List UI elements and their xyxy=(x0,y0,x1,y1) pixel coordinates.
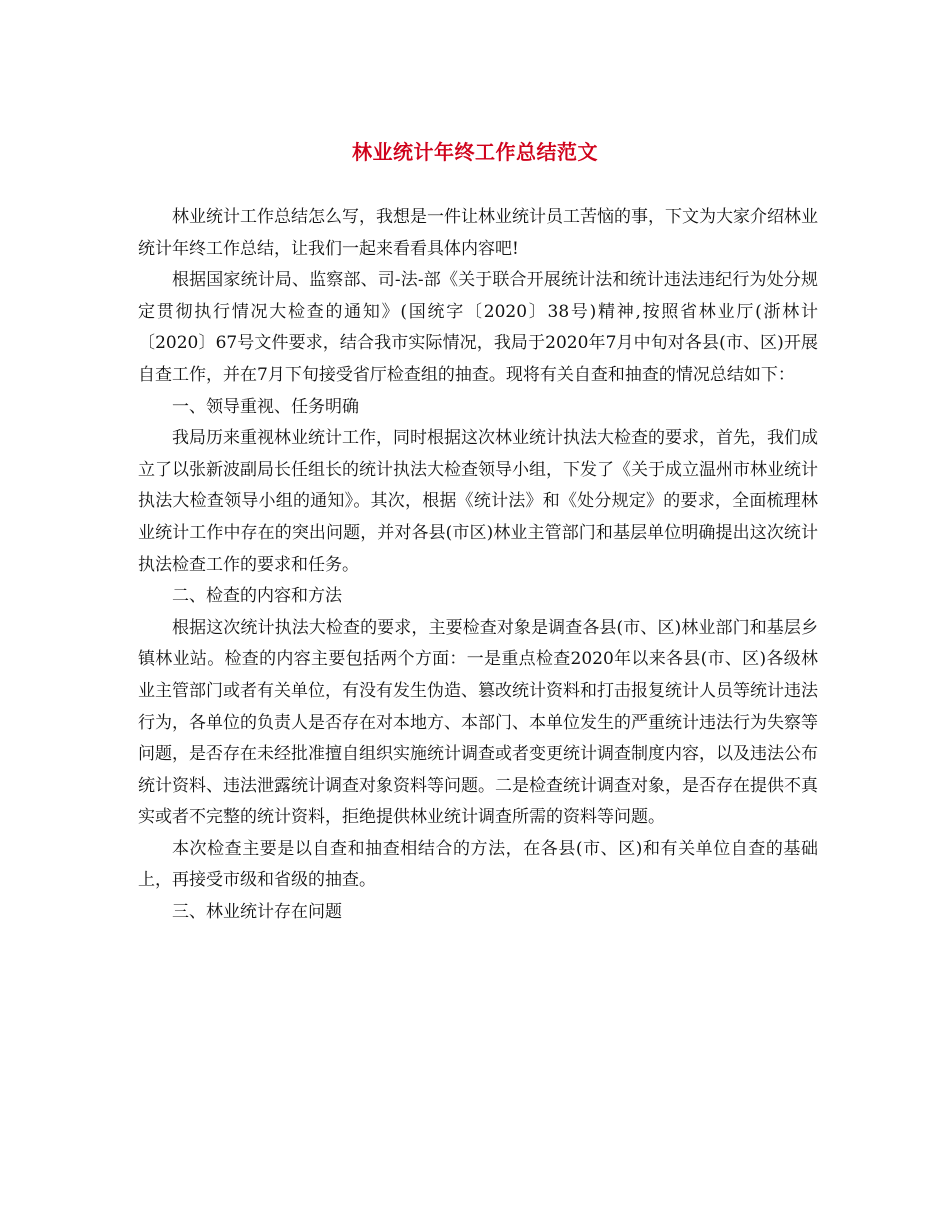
section-2-paragraph: 根据这次统计执法大检查的要求，主要检查对象是调查各县(市、区)林业部门和基层乡镇林业站。检查的内容主要包括两个方面：一是重点检查2020年以来各县(市、区)各级林业主管部门或者有关单位，有没有发生伪造、篡改统计资料和打击报复统计人员等统计违法行为，各单位的负责人是否存在对本地方、本部门、本单位发生的严重统计违法行为失察等问题，是否存在未经批准擅自组织实施统计调查或者变更统计调查制度内容，以及违法公布统计资料、违法泄露统计调查对象资料等问题。二是检查统计调查对象，是否存在提供不真实或者不完整的统计资料，拒绝提供林业统计调查所需的资料等问题。 xyxy=(138,617,818,828)
intro-paragraph: 林业统计工作总结怎么写，我想是一件让林业统计员工苦恼的事，下文为大家介绍林业统计年终工作总结，让我们一起来看看具体内容吧! xyxy=(138,207,818,259)
document-body xyxy=(138,202,818,929)
section-heading-3: 三、林业统计存在问题 xyxy=(172,902,342,923)
section-heading-2: 二、检查的内容和方法 xyxy=(172,586,342,607)
section-heading-1: 一、领导重视、任务明确 xyxy=(172,396,359,417)
document-title: 林业统计年终工作总结范文 xyxy=(352,140,598,164)
background-paragraph: 根据国家统计局、监察部、司-法-部《关于联合开展统计法和统计违法违纪行为处分规定贯彻执行情况大检查的通知》(国统字〔2020〕38号)精神,按照省林业厅(浙林计〔2020〕67号文件要求，结合我市实际情况，我局于2020年7月中旬对各县(市、区)开展自查工作，并在7月下旬接受省厅检查组的抽查。现将有关自查和抽查的情况总结如下： xyxy=(138,270,818,385)
section-1-paragraph: 我局历来重视林业统计工作，同时根据这次林业统计执法大检查的要求，首先，我们成立了以张新波副局长任组长的统计执法大检查领导小组，下发了《关于成立温州市林业统计执法大检查领导小组的通知》。其次，根据《统计法》和《处分规定》的要求，全面梳理林业统计工作中存在的突出问题，并对各县(市区)林业主管部门和基层单位明确提出这次统计执法检查工作的要求和任务。 xyxy=(138,428,818,575)
section-2-method-paragraph: 本次检查主要是以自查和抽查相结合的方法，在各县(市、区)和有关单位自查的基础上，再接受市级和省级的抽查。 xyxy=(138,838,818,891)
